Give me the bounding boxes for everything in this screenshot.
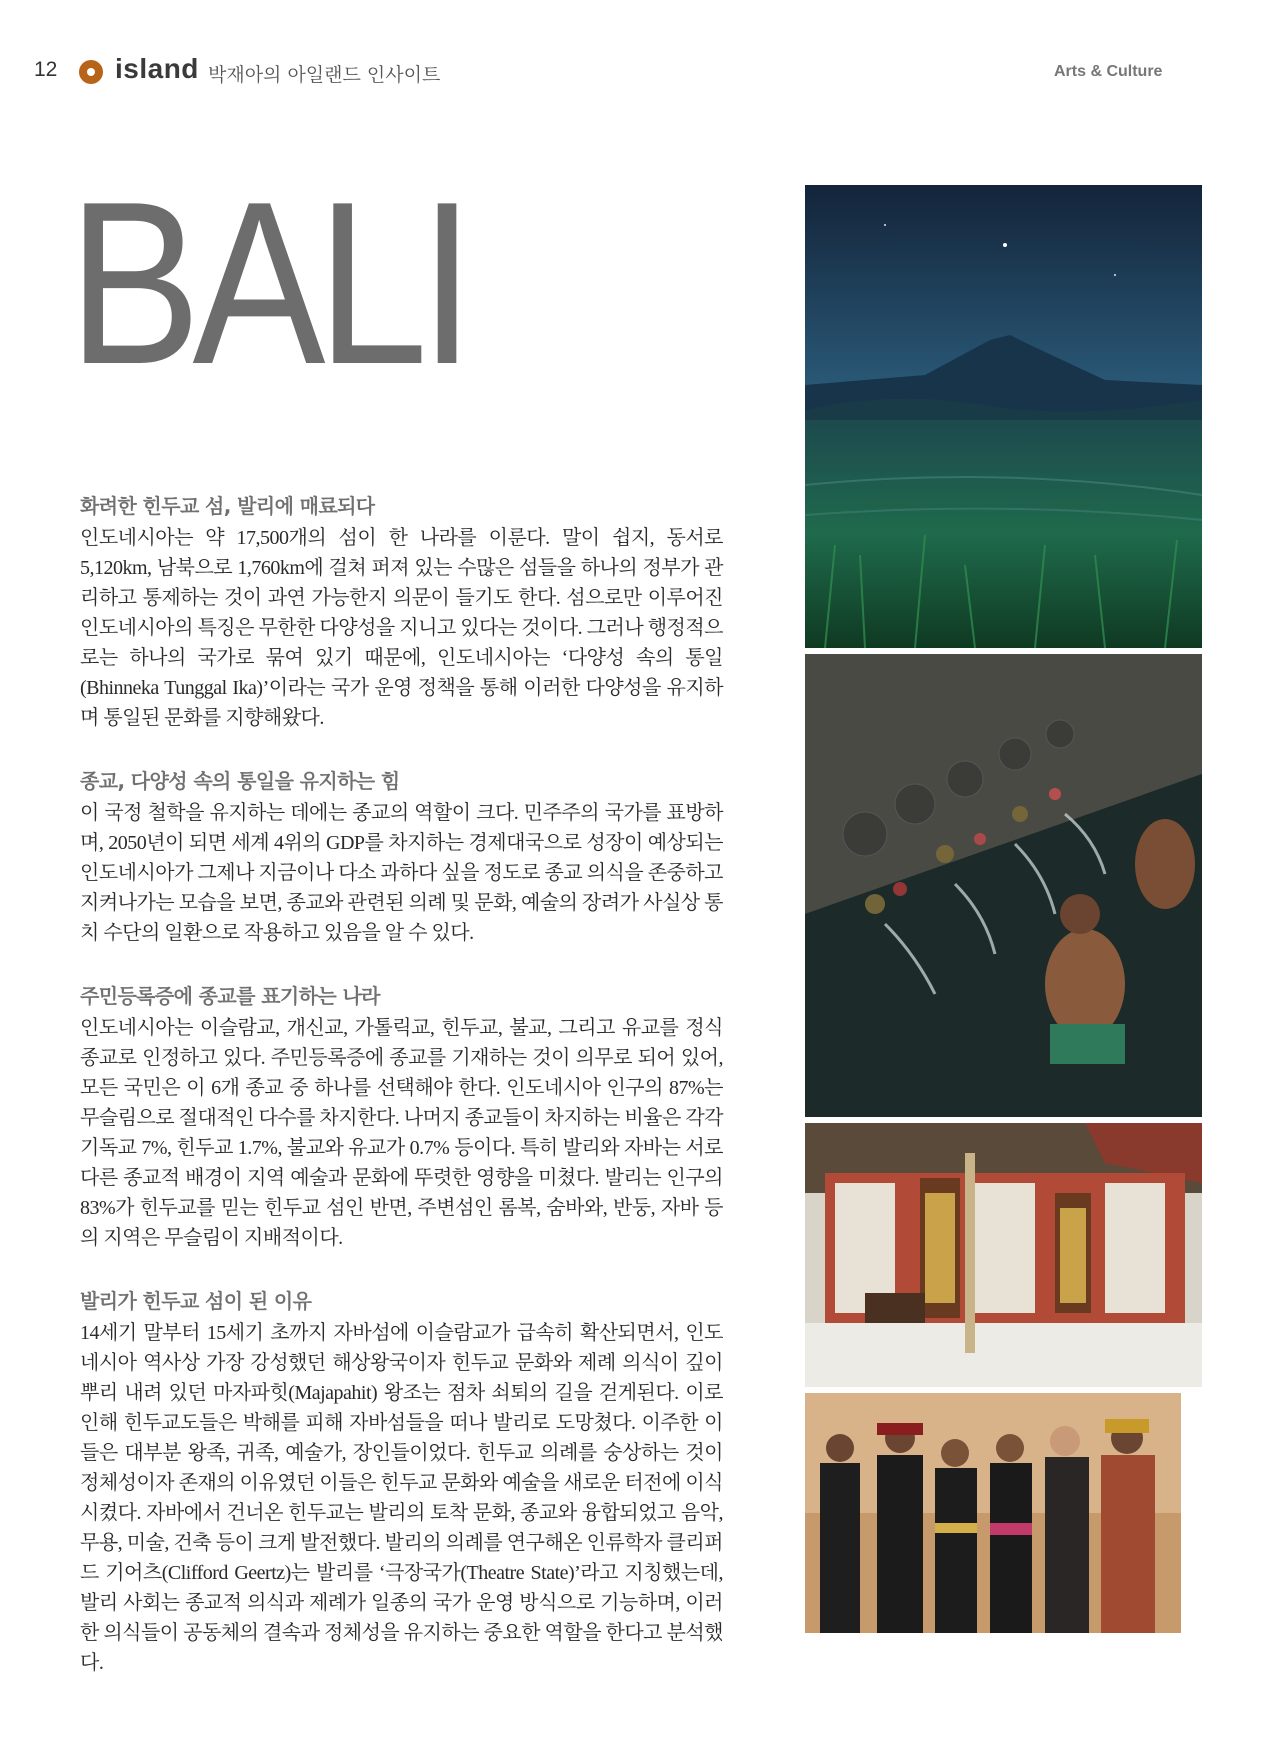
section-subhead: 종교, 다양성 속의 통일을 유지하는 힘 bbox=[80, 769, 400, 793]
brand-name: island bbox=[115, 53, 199, 84]
island-logo-icon bbox=[79, 60, 103, 84]
article-section bbox=[80, 980, 723, 1253]
section-paragraph: 인도네시아는 약 17,500개의 섬이 한 나라를 이룬다. 말이 쉽지, 동서로 5,120km, 남북으로 1,760km에 걸쳐 퍼져 있는 수많은 섬들을 하나의 정부가 관리하고 통제하는 것이 과연 가능한지 의문이 들기도 한다. 섬으로만 이루어진 인도네시아의 특징은 무한한 다양성을 지니고 있다는 것이다. 그러나 행정적으로는 하나의 국가로 묶여 있기 때문에, 인도네시아는 ‘다양성 속의 통일(Bhinneka Tunggal Ika)’이라는 국가 운영 정책을 통해 이러한 다양성을 유지하며 통일된 문화를 지향해왔다. bbox=[80, 527, 723, 729]
section-paragraph: 이 국정 철학을 유지하는 데에는 종교의 역할이 크다. 민주주의 국가를 표방하며, 2050년이 되면 세계 4위의 GDP를 차지하는 경제대국으로 성장이 예상되는 인도네시아가 그제나 지금이나 다소 과하다 싶을 정도로 종교 의식을 존중하고 지켜나가는 모습을 보면, 종교와 관련된 의례 및 문화, 예술의 장려가 사실상 통치 수단의 일환으로 작용하고 있음을 알 수 있다. bbox=[80, 802, 723, 944]
page-header bbox=[0, 0, 1280, 110]
series-title: 박재아의 아일랜드 인사이트 bbox=[208, 64, 441, 86]
section-subhead: 발리가 힌두교 섬이 된 이유 bbox=[80, 1289, 312, 1313]
article-body bbox=[80, 490, 723, 1710]
temple-gate-photo bbox=[805, 1123, 1202, 1387]
article-section bbox=[80, 1285, 723, 1678]
volcano-night-photo bbox=[805, 185, 1202, 648]
article-section bbox=[80, 765, 723, 948]
temple-bathing-photo bbox=[805, 654, 1202, 1117]
section-paragraph: 14세기 말부터 15세기 초까지 자바섬에 이슬람교가 급속히 확산되면서, 인도네시아 역사상 가장 강성했던 해상왕국이자 힌두교 문화와 제례 의식이 깊이 뿌리 내려 있던 마자파힛(Majapahit) 왕조는 점차 쇠퇴의 길을 걷게된다. 이로 인해 힌두교도들은 박해를 피해 자바섬들을 떠나 발리로 도망쳤다. 이주한 이들은 대부분 왕족, 귀족, 예술가, 장인들이었다. 힌두교 의례를 숭상하는 것이 정체성이자 존재의 이유였던 이들은 힌두교 문화와 예술을 새로운 터전에 이식시켰다. 자바에서 건너온 힌두교는 발리의 토착 문화, 종교와 융합되었고 음악, 무용, 미술, 건축 등이 크게 발전했다. 발리의 의례를 연구해온 인류학자 클리퍼드 기어츠(Clifford Geertz)는 발리를 ‘극장국가(Theatre State)’라고 지칭했는데, 발리 사회는 종교적 의식과 제례가 일종의 국가 운영 방식으로 기능하며, 이러한 의식들이 공동체의 결속과 정체성을 유지하는 중요한 역할을 한다고 분석했다. bbox=[80, 1322, 723, 1674]
section-subhead: 화려한 힌두교 섬, 발리에 매료되다 bbox=[80, 494, 375, 518]
section-label: Arts & Culture bbox=[1054, 63, 1163, 80]
section-subhead: 주민등록증에 종교를 표기하는 나라 bbox=[80, 984, 380, 1008]
group-portrait-photo bbox=[805, 1393, 1181, 1633]
article-section bbox=[80, 490, 723, 733]
page-number: 12 bbox=[34, 58, 58, 81]
section-paragraph: 인도네시아는 이슬람교, 개신교, 가톨릭교, 힌두교, 불교, 그리고 유교를 정식 종교로 인정하고 있다. 주민등록증에 종교를 기재하는 것이 의무로 되어 있어, 모든 국민은 이 6개 종교 중 하나를 선택해야 한다. 인도네시아 인구의 87%는 무슬림으로 절대적인 다수를 차지한다. 나머지 종교들이 차지하는 비율은 각각 기독교 7%, 힌두교 1.7%, 불교와 유교가 0.7% 등이다. 특히 발리와 자바는 서로 다른 종교적 배경이 지역 예술과 문화에 뚜렷한 영향을 미쳤다. 발리는 인구의 83%가 힌두교를 믿는 힌두교 섬인 반면, 주변섬인 롬복, 숨바와, 반둥, 자바 등의 지역은 무슬림이 지배적이다. bbox=[80, 1017, 723, 1249]
page-title: BALI bbox=[68, 154, 467, 413]
